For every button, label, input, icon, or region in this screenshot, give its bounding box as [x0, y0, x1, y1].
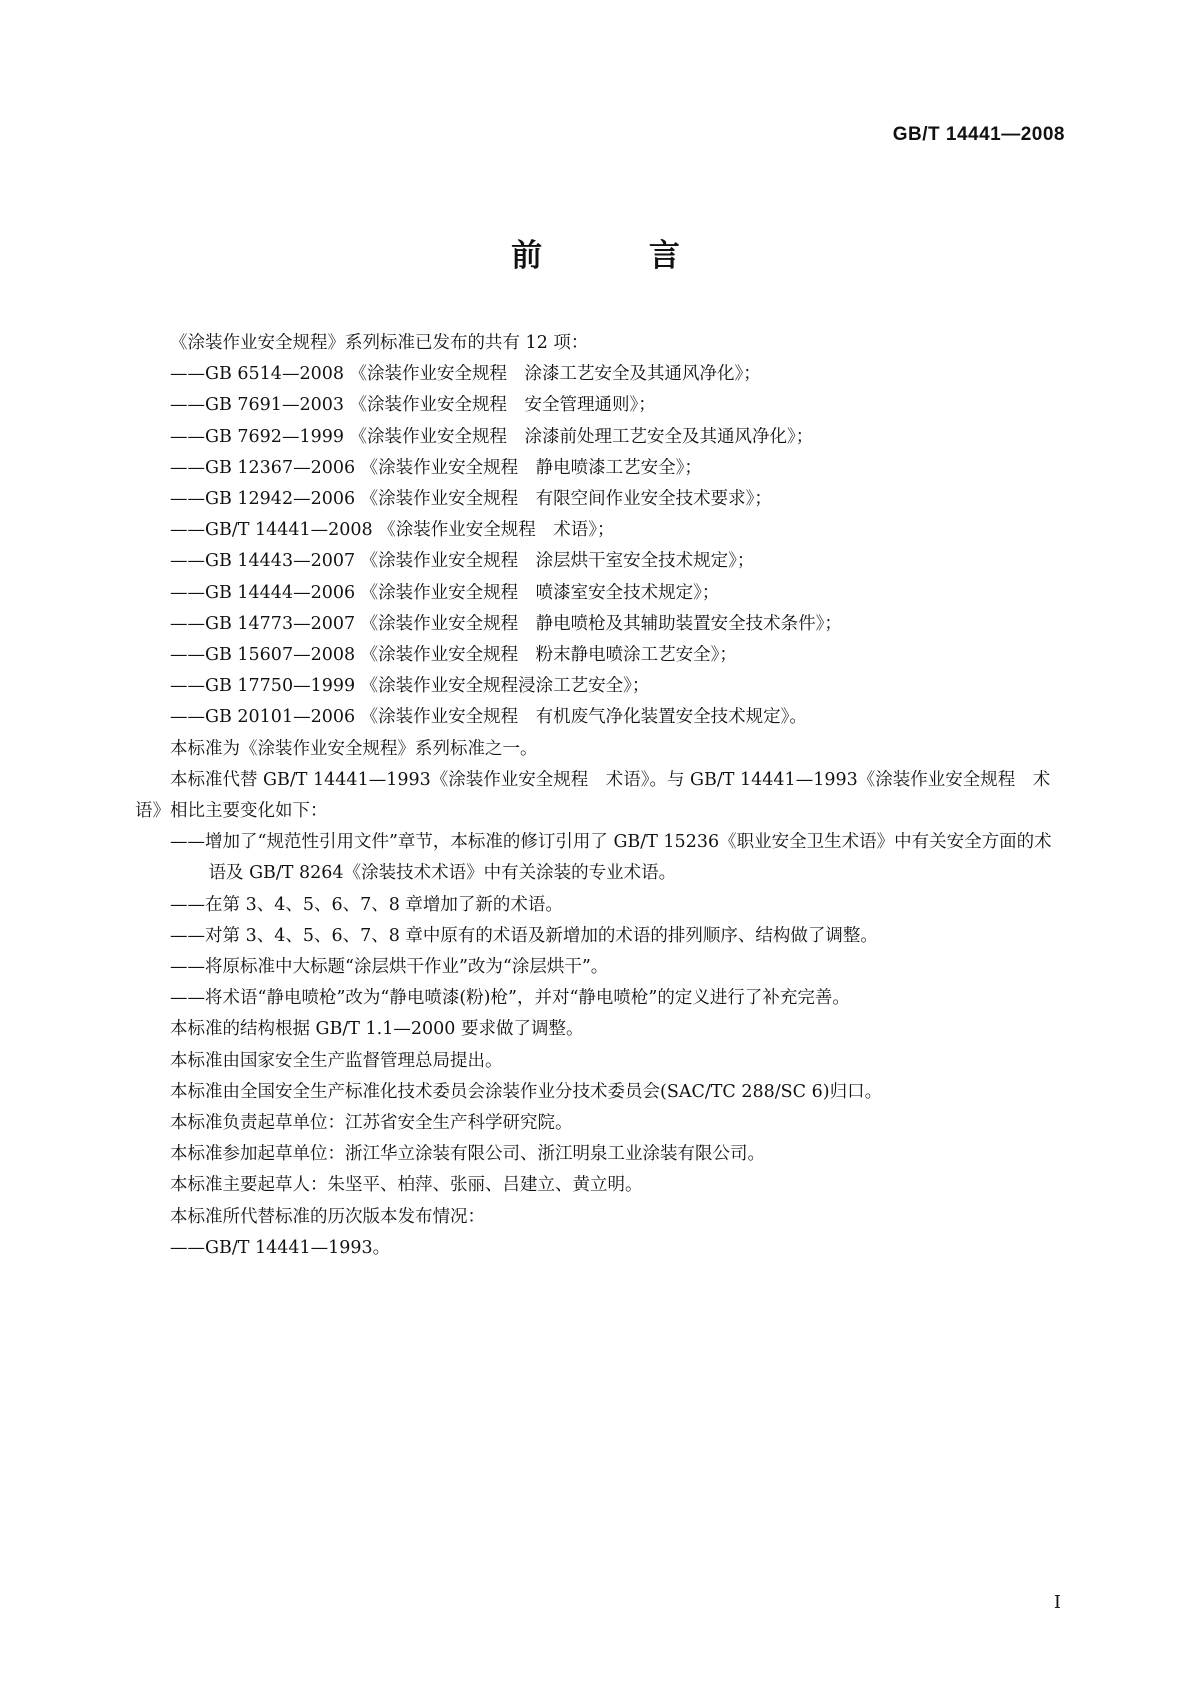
paragraph: 本标准主要起草人：朱坚平、柏萍、张丽、吕建立、黄立明。 [170, 1175, 643, 1196]
paragraph: 《涂装作业安全规程》系列标准已发布的共有 12 项： [170, 333, 589, 353]
list-item: ——GB 15607—2008 《涂装作业安全规程 粉末静电喷涂工艺安全》； [170, 645, 737, 666]
page-title: 前 言 [511, 238, 728, 274]
list-item: ——对第 3、4、5、6、7、8 章中原有的术语及新增加的术语的排列顺序、结构做了调整。 [170, 925, 878, 946]
list-item: ——GB 14444—2006 《涂装作业安全规程 喷漆室安全技术规定》； [170, 582, 720, 603]
list-item: ——GB 14443—2007 《涂装作业安全规程 涂层烘干室安全技术规定》； [170, 551, 755, 572]
list-item: ——GB 12942—2006 《涂装作业安全规程 有限空间作业安全技术要求》； [170, 489, 772, 510]
list-item: ——GB 7691—2003 《涂装作业安全规程 安全管理通则》； [170, 395, 656, 416]
list-item: ——GB 17750—1999 《涂装作业安全规程浸涂工艺安全》； [170, 676, 650, 697]
paragraph: 本标准参加起草单位：浙江华立涂装有限公司、浙江明泉工业涂装有限公司。 [170, 1144, 765, 1165]
list-item: ——GB 14773—2007 《涂装作业安全规程 静电喷枪及其辅助装置安全技术条件》； [170, 613, 842, 634]
list-item: ——GB 7692—1999 《涂装作业安全规程 涂漆前处理工艺安全及其通风净化》； [170, 426, 814, 447]
paragraph: 本标准负责起草单位：江苏省安全生产科学研究院。 [170, 1113, 573, 1134]
list-item: ——GB/T 14441—2008 《涂装作业安全规程 术语》； [170, 520, 615, 541]
list-item: ——增加了“规范性引用文件”章节，本标准的修订引用了 GB/T 15236《职业安全卫生术语》中有关安全方面的术语及 GB/T 8264《涂装技术术语》中有关涂装的专业术语。 [170, 832, 1052, 884]
paragraph: 本标准代替 GB/T 14441—1993《涂装作业安全规程 术语》。与 GB/T 14441—1993《涂装作业安全规程 术语》相比主要变化如下： [135, 769, 1051, 822]
page-number: I [1053, 1592, 1061, 1613]
list-item: ——将原标准中大标题“涂层烘干作业”改为“涂层烘干”。 [170, 957, 609, 978]
paragraph: 本标准的结构根据 GB/T 1.1—2000 要求做了调整。 [170, 1019, 584, 1040]
list-item: ——GB/T 14441—1993。 [170, 1237, 391, 1258]
foreword-body [135, 328, 1065, 1264]
list-item: ——在第 3、4、5、6、7、8 章增加了新的术语。 [170, 894, 563, 915]
list-item: ——将术语“静电喷枪”改为“静电喷漆(粉)枪”，并对“静电喷枪”的定义进行了补充完善。 [170, 988, 850, 1009]
paragraph: 本标准为《涂装作业安全规程》系列标准之一。 [170, 738, 538, 759]
paragraph: 本标准由全国安全生产标准化技术委员会涂装作业分技术委员会(SAC/TC 288/SC 6)归口。 [170, 1081, 883, 1102]
list-item: ——GB 6514—2008 《涂装作业安全规程 涂漆工艺安全及其通风净化》； [170, 364, 761, 385]
standard-code: GB/T 14441—2008 [892, 124, 1065, 145]
paragraph: 本标准所代替标准的历次版本发布情况： [170, 1206, 485, 1227]
paragraph: 本标准由国家安全生产监督管理总局提出。 [170, 1050, 503, 1071]
list-item: ——GB 20101—2006 《涂装作业安全规程 有机废气净化装置安全技术规定》。 [170, 707, 807, 728]
list-item: ——GB 12367—2006 《涂装作业安全规程 静电喷漆工艺安全》； [170, 457, 702, 478]
